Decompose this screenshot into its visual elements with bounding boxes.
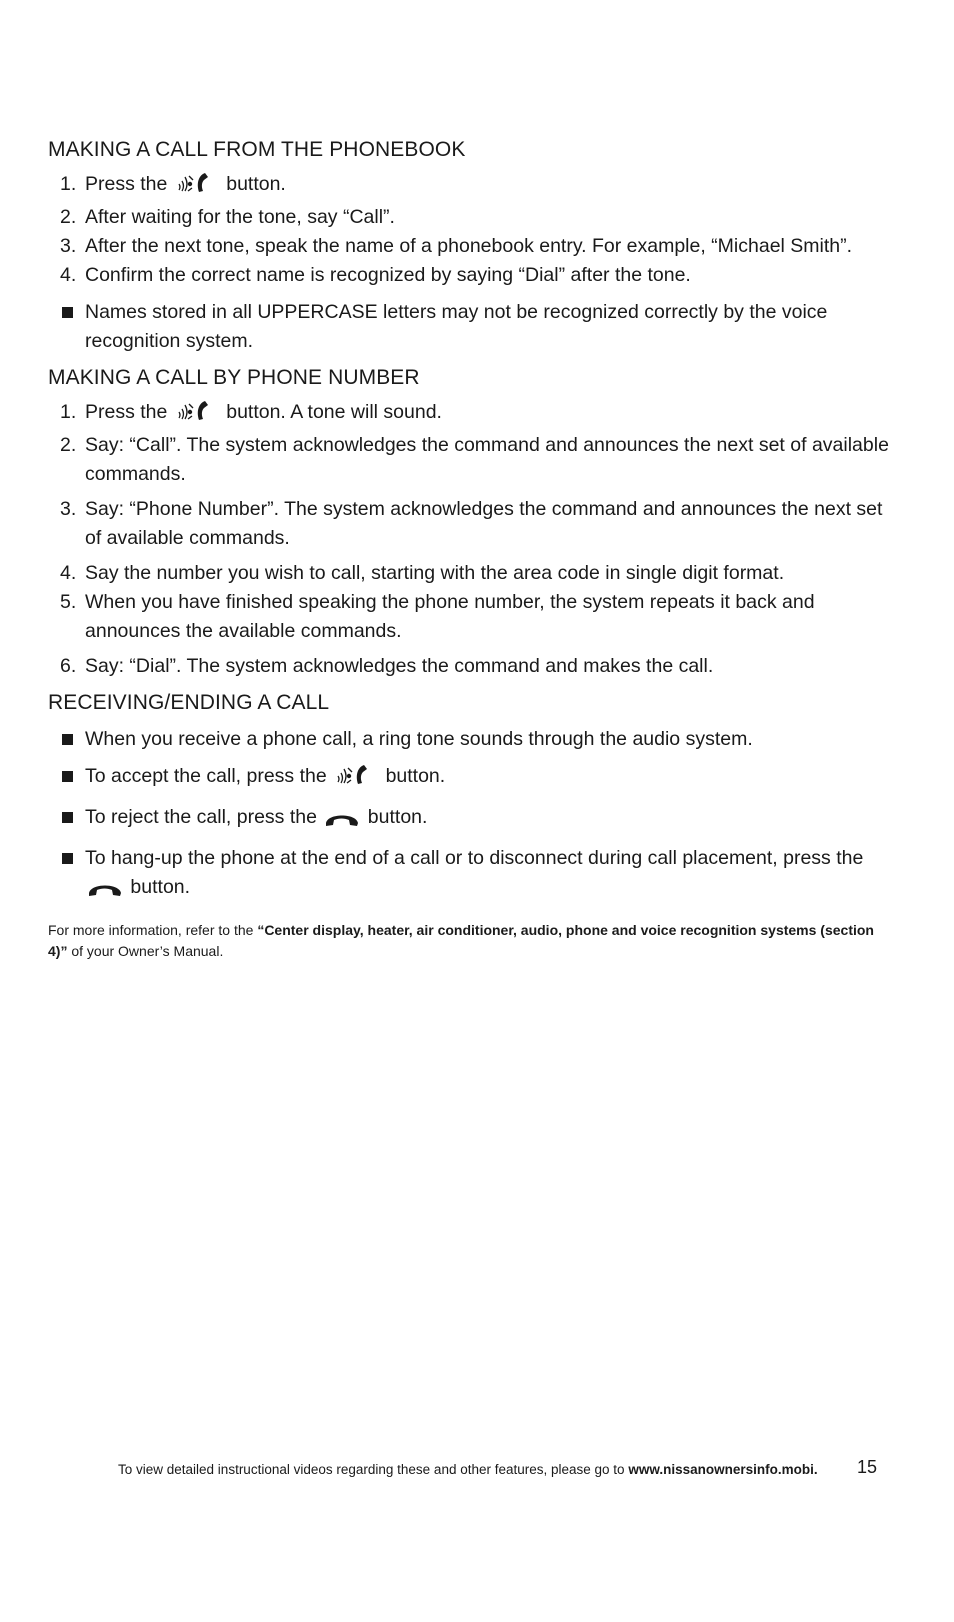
- page-number: 15: [857, 1457, 878, 1477]
- list-item: 3. Say: “Phone Number”. The system acknowledges the command and announces the next set of available commands.: [60, 498, 883, 549]
- list-item: 1. Press the button.: [48, 170, 898, 203]
- list-item: 4. Say the number you wish to call, starting with the area code in single digit format.: [60, 562, 785, 584]
- list-item: Names stored in all UPPERCASE letters may not be recognized correctly by the voice recognition system.: [48, 298, 898, 356]
- list-item: 3. After the next tone, speak the name of a phonebook entry. For example, “Michael Smith”.: [60, 235, 853, 257]
- list-item: 5. When you have finished speaking the phone number, the system repeats it back and announces the available commands.: [60, 591, 815, 642]
- list-item: 4. Confirm the correct name is recognized by saying “Dial” after the tone.: [60, 264, 691, 286]
- bullet-square-icon: [62, 307, 73, 318]
- phonebook-bullets: [48, 298, 898, 356]
- phone-hangup-icon: [324, 807, 360, 836]
- reference-note: For more information, refer to the “Center display, heater, air conditioner, audio, phone and voice recognition systems (section 4)” of your Owner’s Manual.: [48, 922, 874, 959]
- voice-talk-phone-icon: [334, 762, 378, 795]
- list-item: When you receive a phone call, a ring tone sounds through the audio system.: [48, 725, 898, 754]
- receiving-bullets: [48, 725, 898, 906]
- heading-phonebook: MAKING A CALL FROM THE PHONEBOOK: [48, 138, 466, 161]
- footer-link[interactable]: www.nissanownersinfo.mobi.: [628, 1462, 818, 1477]
- list-item: To accept the call, press the button.: [48, 762, 898, 795]
- bullet-square-icon: [62, 771, 73, 782]
- section-phonebook: [48, 136, 898, 356]
- phonebook-steps: [48, 170, 898, 290]
- manual-section-reference: “Center display, heater, air conditioner, audio, phone and voice recognition systems (section 4)”: [48, 922, 874, 959]
- list-item: 2. After waiting for the tone, say “Call”.: [60, 206, 395, 228]
- list-item: 1. Press the button. A tone will sound.: [48, 398, 898, 431]
- list-item: 2. Say: “Call”. The system acknowledges the command and announces the next set of available commands.: [60, 434, 889, 485]
- heading-phone-number: MAKING A CALL BY PHONE NUMBER: [48, 366, 420, 389]
- list-item: To reject the call, press the button.: [48, 803, 898, 836]
- list-item: To hang-up the phone at the end of a call or to disconnect during call placement, press the button.: [48, 844, 898, 906]
- page-footer: To view detailed instructional videos regarding these and other features, please go to www.nissanownersinfo.mobi.: [118, 1462, 818, 1477]
- bullet-square-icon: [62, 853, 73, 864]
- voice-talk-phone-icon: [175, 398, 219, 431]
- phone-number-steps: [48, 398, 898, 681]
- manual-page: [48, 136, 898, 962]
- phone-hangup-icon: [87, 877, 123, 906]
- heading-receiving: RECEIVING/ENDING A CALL: [48, 691, 330, 714]
- section-receiving: [48, 689, 898, 906]
- bullet-square-icon: [62, 812, 73, 823]
- list-item: 6. Say: “Dial”. The system acknowledges the command and makes the call.: [60, 655, 714, 677]
- voice-talk-phone-icon: [175, 170, 219, 203]
- bullet-square-icon: [62, 734, 73, 745]
- section-phone-number: [48, 364, 898, 681]
